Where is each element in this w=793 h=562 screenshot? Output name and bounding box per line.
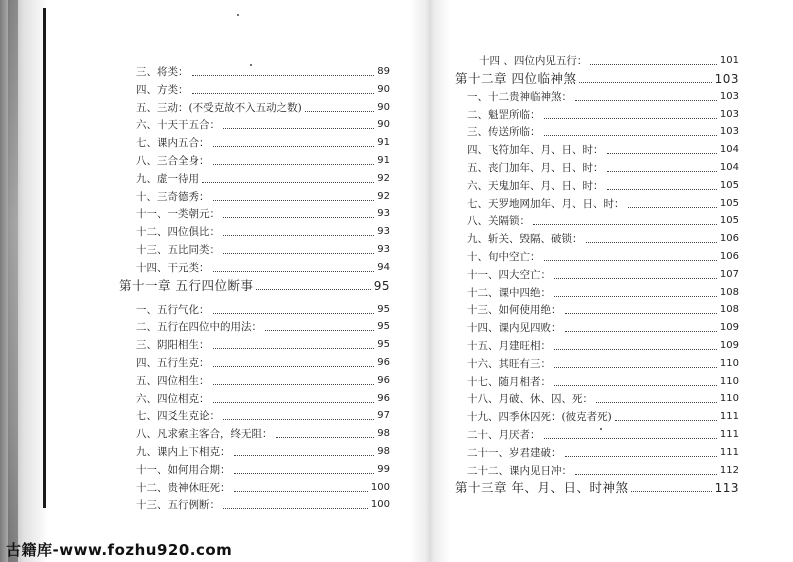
toc-entry[interactable] xyxy=(467,177,739,193)
toc-page-number: 111 xyxy=(719,446,739,458)
toc-page-number: 105 xyxy=(719,215,739,227)
toc-entry[interactable] xyxy=(467,373,739,389)
dot-leader xyxy=(586,242,717,243)
toc-entry-label: 三、将类： xyxy=(136,66,189,78)
dot-leader xyxy=(213,200,375,201)
toc-page-number: 106 xyxy=(719,233,739,245)
toc-page-number: 96 xyxy=(377,392,390,404)
toc-entry-label: 五、四位相生： xyxy=(136,374,210,387)
dot-leader xyxy=(213,146,375,147)
dot-leader xyxy=(256,289,370,290)
toc-entry-label: 五、丧门加年、月、日、时： xyxy=(467,162,604,174)
toc-page-number: 95 xyxy=(377,303,390,315)
toc-entry-label: 十四 、四位内见五行： xyxy=(479,55,588,67)
toc-entry-label: 三、传送所临： xyxy=(467,126,541,139)
dot-leader xyxy=(213,271,375,272)
toc-entry-label: 十五、月建旺相： xyxy=(467,340,551,352)
toc-page-number: 106 xyxy=(719,251,739,262)
toc-entry[interactable] xyxy=(136,134,390,150)
toc-entry-label: 三、阴阳相生： xyxy=(136,339,210,352)
toc-entry[interactable] xyxy=(467,248,739,264)
toc-page-number: 108 xyxy=(719,304,739,316)
toc-entry-label: 六、十天干五合： xyxy=(136,119,220,132)
toc-entry-label: 十二、贵神休旺死： xyxy=(136,481,231,494)
toc-page-number: 97 xyxy=(377,410,390,422)
toc-entry-label: 十、三奇德秀： xyxy=(136,190,210,203)
toc-page-number: 90 xyxy=(377,119,390,131)
toc-entry-label: 八、凡求索主客合，终无阻： xyxy=(136,428,273,441)
toc-page-number: 103 xyxy=(714,71,739,86)
toc-chapter-entry[interactable] xyxy=(119,277,390,293)
toc-entry[interactable] xyxy=(136,301,390,317)
toc-entry-label: 十六、其旺有三： xyxy=(467,357,551,370)
toc-page-number: 95 xyxy=(373,278,390,293)
toc-page-number: 112 xyxy=(719,464,739,476)
toc-page-number: 109 xyxy=(719,340,739,351)
toc-entry-label: 第十二章 四位临神煞 xyxy=(455,70,577,86)
dot-leader xyxy=(223,235,374,236)
toc-entry[interactable] xyxy=(136,241,390,257)
toc-page-number: 105 xyxy=(719,179,739,191)
dot-leader xyxy=(533,224,717,225)
toc-entry[interactable] xyxy=(136,390,390,406)
toc-entry-label: 九、斩关、毁隔、破锁： xyxy=(467,233,583,246)
dot-leader xyxy=(607,171,717,172)
toc-entry[interactable] xyxy=(467,195,739,211)
toc-entry[interactable] xyxy=(136,407,390,423)
toc-page-number: 92 xyxy=(377,190,390,202)
dot-leader xyxy=(192,93,375,94)
toc-page-number: 90 xyxy=(377,83,390,95)
toc-entry[interactable] xyxy=(136,99,390,115)
dot-leader xyxy=(607,189,717,190)
toc-entry[interactable] xyxy=(467,355,739,371)
toc-entry-label: 十九、四季休囚死：(彼克者死) xyxy=(467,411,612,424)
toc-page-number: 108 xyxy=(719,286,739,298)
scan-dark-band xyxy=(8,0,18,562)
toc-entry[interactable] xyxy=(136,170,390,186)
toc-entry[interactable] xyxy=(467,301,739,317)
toc-entry[interactable] xyxy=(467,408,739,424)
toc-entry-label: 十三、五比同类： xyxy=(136,244,220,256)
dot-leader xyxy=(554,367,717,368)
toc-page-number: 105 xyxy=(719,197,739,209)
toc-entry-label: 四、方类： xyxy=(136,83,189,96)
dot-leader xyxy=(234,455,375,456)
toc-page-number: 100 xyxy=(370,499,390,511)
toc-page-number: 103 xyxy=(719,90,739,102)
toc-page-number: 103 xyxy=(719,108,739,120)
toc-page-number: 92 xyxy=(377,172,390,184)
toc-entry[interactable] xyxy=(136,63,390,79)
toc-page-number: 95 xyxy=(377,339,390,351)
dot-leader xyxy=(554,278,717,279)
toc-page-number: 100 xyxy=(370,481,390,493)
toc-page-number: 110 xyxy=(719,393,739,405)
dot-leader xyxy=(265,330,374,331)
toc-entry-label: 四、飞符加年、月、日、时： xyxy=(467,144,604,157)
dot-leader xyxy=(192,75,375,76)
toc-entry[interactable] xyxy=(136,354,390,370)
toc-page-number: 89 xyxy=(377,66,390,77)
toc-entry[interactable] xyxy=(467,337,739,353)
dot-leader xyxy=(565,331,717,332)
toc-entry-label: 十八、月破、休、囚、死： xyxy=(467,393,593,406)
toc-page-number: 101 xyxy=(719,55,739,66)
dot-leader xyxy=(544,438,717,439)
toc-page-number: 104 xyxy=(719,162,739,173)
toc-entry[interactable] xyxy=(467,444,739,460)
toc-entry-label: 十七、随月相者： xyxy=(467,375,551,388)
toc-entry[interactable] xyxy=(136,188,390,204)
dot-leader xyxy=(565,456,717,457)
toc-page-number: 94 xyxy=(377,261,390,273)
toc-page-number: 110 xyxy=(719,375,739,387)
dot-leader xyxy=(631,491,711,492)
dot-leader xyxy=(544,118,717,119)
toc-entry[interactable] xyxy=(136,443,390,459)
toc-page-number: 111 xyxy=(719,429,739,440)
toc-chapter-entry[interactable] xyxy=(455,479,739,495)
toc-entry-label: 一、十二贵神临神煞： xyxy=(467,90,572,103)
toc-chapter-entry[interactable] xyxy=(455,70,739,86)
toc-entry[interactable] xyxy=(467,426,739,442)
toc-entry[interactable] xyxy=(467,88,739,104)
toc-page-number: 90 xyxy=(377,101,390,113)
dot-leader xyxy=(575,100,717,101)
dot-leader xyxy=(213,348,375,349)
toc-entry-label: 二、五行在四位中的用法： xyxy=(136,321,262,334)
toc-entry[interactable] xyxy=(136,259,390,275)
toc-entry[interactable] xyxy=(467,123,739,139)
toc-entry-label: 二十一、岁君建破： xyxy=(467,446,562,459)
toc-entry-label: 二、魁罡所临： xyxy=(467,108,541,121)
dot-leader xyxy=(213,402,375,403)
dot-leader xyxy=(223,419,374,420)
dot-leader xyxy=(628,207,717,208)
toc-entry-label: 四、五行生克： xyxy=(136,357,210,369)
toc-entry[interactable] xyxy=(136,479,390,495)
dot-leader xyxy=(223,128,374,129)
toc-page-number: 98 xyxy=(377,428,390,440)
toc-page-number: 93 xyxy=(377,244,390,255)
toc-entry[interactable] xyxy=(467,462,739,478)
toc-entry[interactable] xyxy=(467,159,739,175)
toc-entry[interactable] xyxy=(136,116,390,132)
scan-speck xyxy=(237,14,239,16)
toc-entry-label: 十、旬中空亡： xyxy=(467,251,541,263)
toc-entry-label: 十二、课中四绝： xyxy=(467,286,551,299)
dot-leader xyxy=(544,260,717,261)
toc-entry[interactable] xyxy=(136,336,390,352)
dot-leader xyxy=(202,182,374,183)
toc-page-number: 93 xyxy=(377,226,390,238)
toc-entry-label: 九、虚一待用 xyxy=(136,172,199,185)
dot-leader xyxy=(213,384,375,385)
toc-page-number: 96 xyxy=(377,357,390,368)
dot-leader xyxy=(223,217,374,218)
toc-entry[interactable] xyxy=(136,152,390,168)
toc-page-number: 103 xyxy=(719,126,739,138)
toc-page-number: 93 xyxy=(377,208,390,220)
toc-entry-label: 五、三动：(不受克故不入五动之数) xyxy=(136,101,302,114)
toc-entry-label: 九、课内上下相克： xyxy=(136,446,231,458)
toc-page-number: 111 xyxy=(719,411,739,423)
toc-entry[interactable] xyxy=(479,52,739,68)
toc-entry-label: 一、五行气化： xyxy=(136,303,210,316)
toc-entry-label: 七、四爻生克论： xyxy=(136,410,220,423)
toc-entry-label: 八、三合全身： xyxy=(136,155,210,167)
toc-page-number: 113 xyxy=(714,481,739,496)
toc-page-number: 91 xyxy=(377,137,390,149)
toc-page-number: 99 xyxy=(377,463,390,475)
toc-entry-label: 六、天鬼加年、月、日、时： xyxy=(467,179,604,192)
toc-page-number: 91 xyxy=(377,155,390,166)
toc-entry[interactable] xyxy=(136,461,390,477)
dot-leader xyxy=(305,111,375,112)
toc-entry-label: 十一、四大空亡： xyxy=(467,268,551,281)
toc-entry[interactable] xyxy=(136,496,390,512)
toc-entry[interactable] xyxy=(467,230,739,246)
toc-entry-label: 七、课内五合： xyxy=(136,137,210,150)
dot-leader xyxy=(276,437,375,438)
toc-entry[interactable] xyxy=(467,141,739,157)
dot-leader xyxy=(544,135,717,136)
toc-entry-label: 十一、一类朝元： xyxy=(136,208,220,221)
dot-leader xyxy=(223,508,368,509)
toc-entry-label: 十二、四位俱比： xyxy=(136,226,220,239)
dot-leader xyxy=(565,313,717,314)
toc-entry[interactable] xyxy=(136,223,390,239)
dot-leader xyxy=(554,349,717,350)
dot-leader xyxy=(607,153,717,154)
toc-page-number: 95 xyxy=(377,321,390,333)
toc-entry[interactable] xyxy=(467,266,739,282)
toc-entry[interactable] xyxy=(136,425,390,441)
toc-entry[interactable] xyxy=(136,318,390,334)
toc-page-number: 109 xyxy=(719,322,739,334)
scan-speck xyxy=(600,428,602,430)
binding-line xyxy=(43,8,46,508)
toc-page-number: 104 xyxy=(719,144,739,156)
toc-entry-label: 二十二、课内见日冲： xyxy=(467,464,572,477)
toc-entry[interactable] xyxy=(467,106,739,122)
toc-entry[interactable] xyxy=(136,205,390,221)
page-gutter xyxy=(410,0,450,562)
toc-entry-label: 第十一章 五行四位断事 xyxy=(119,277,254,293)
watermark: 古籍库-www.fozhu920.com xyxy=(6,541,233,559)
toc-entry[interactable] xyxy=(467,284,739,300)
toc-entry-label: 八、关隔锁： xyxy=(467,215,530,228)
dot-leader xyxy=(575,474,717,475)
toc-entry-label: 第十三章 年、月、日、时神煞 xyxy=(455,480,629,496)
toc-entry-label: 二十、月厌者： xyxy=(467,429,541,441)
dot-leader xyxy=(213,164,375,165)
toc-entry-label: 七、天罗地网加年、月、日、时： xyxy=(467,197,625,210)
toc-entry-label: 十四、课内见四败： xyxy=(467,322,562,335)
toc-entry-label: 十三、五行例断： xyxy=(136,499,220,512)
dot-leader xyxy=(590,64,717,65)
toc-entry-label: 十三、如何使用绝： xyxy=(467,304,562,317)
dot-leader xyxy=(554,296,717,297)
toc-entry[interactable] xyxy=(467,390,739,406)
dot-leader xyxy=(596,402,717,403)
dot-leader xyxy=(579,82,711,83)
toc-page-number: 96 xyxy=(377,374,390,386)
dot-leader xyxy=(554,385,717,386)
dot-leader xyxy=(234,491,368,492)
dot-leader xyxy=(615,420,717,421)
dot-leader xyxy=(234,473,375,474)
toc-entry[interactable] xyxy=(136,372,390,388)
dot-leader xyxy=(213,366,375,367)
toc-page-number: 110 xyxy=(719,357,739,369)
toc-entry-label: 十四、干元类： xyxy=(136,261,210,274)
toc-page-number: 107 xyxy=(719,268,739,280)
toc-entry[interactable] xyxy=(467,212,739,228)
toc-entry[interactable] xyxy=(136,81,390,97)
scan-shadow-edge xyxy=(0,0,48,562)
toc-page-number: 98 xyxy=(377,446,390,457)
toc-entry-label: 六、四位相克： xyxy=(136,392,210,405)
toc-entry-label: 十一、如何用合期： xyxy=(136,463,231,476)
scan-speck xyxy=(250,64,252,66)
dot-leader xyxy=(213,313,375,314)
dot-leader xyxy=(223,253,374,254)
toc-entry[interactable] xyxy=(467,319,739,335)
